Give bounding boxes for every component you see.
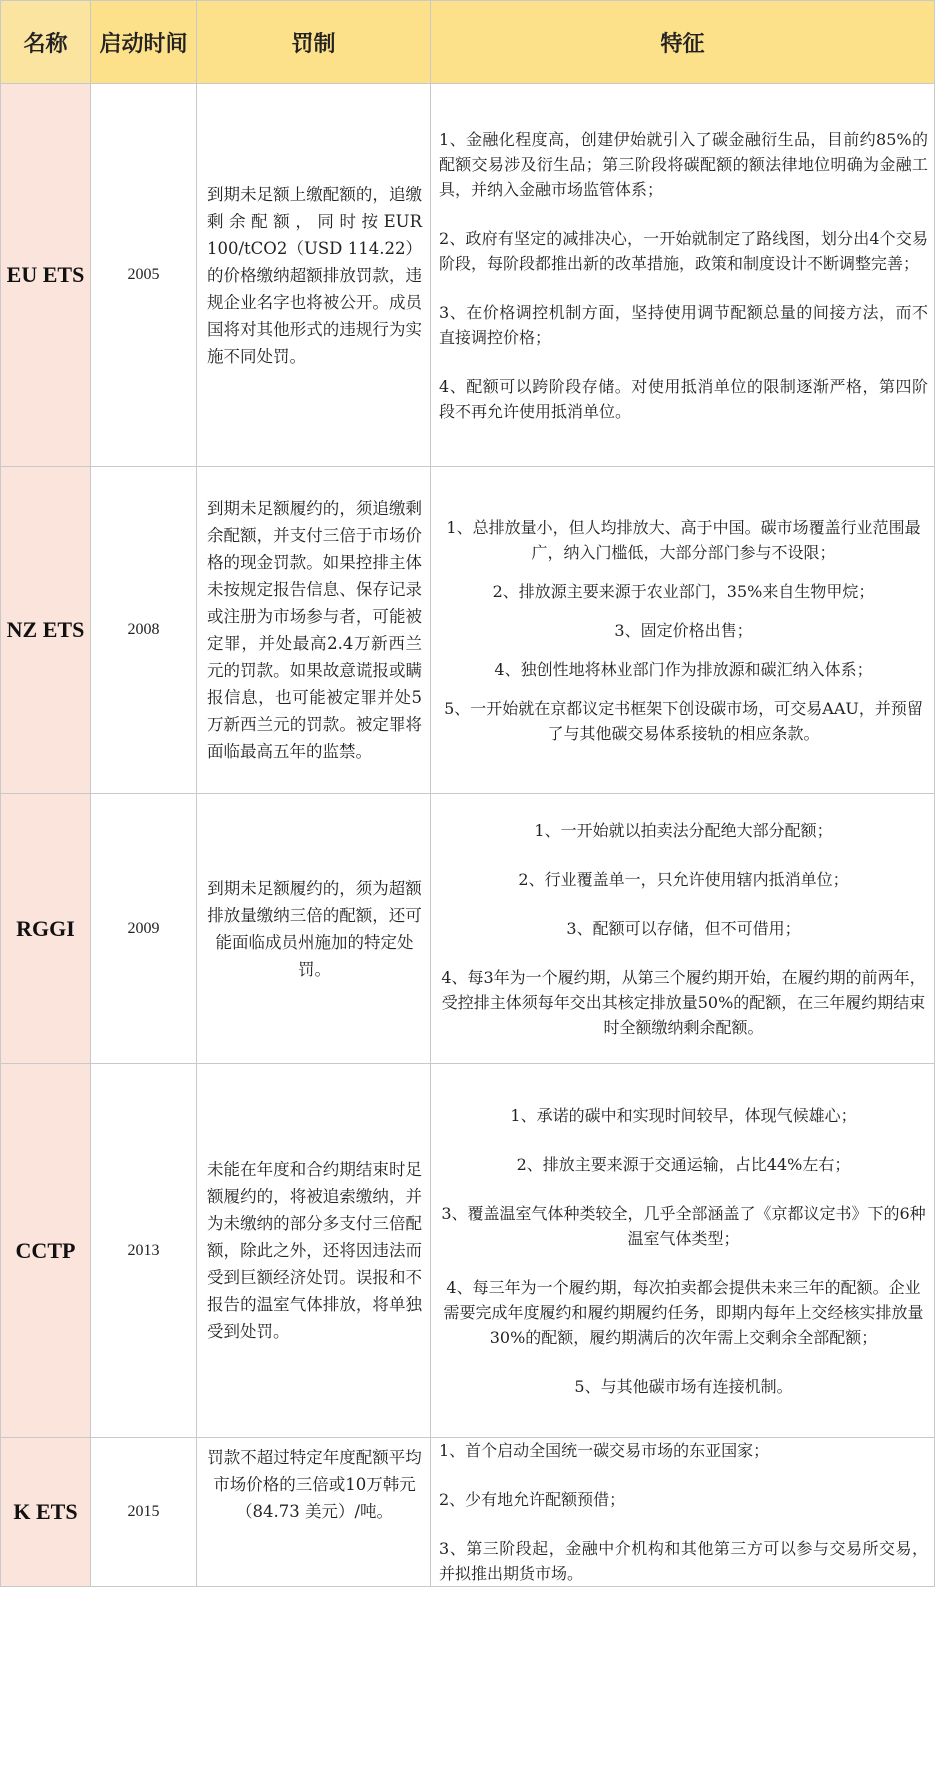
row-penalty: 罚款不超过特定年度配额平均市场价格的三倍或10万韩元（84.73 美元）/吨。: [197, 1438, 431, 1587]
feature-item: 3、配额可以存储，但不可借用；: [566, 918, 801, 938]
feature-item: 4、每3年为一个履约期，从第三个履约期开始，在履约期的前两年，受控排主体须每年交出其核定排放量50%的配额，在三年履约期结束时全额缴纳剩余配额。: [441, 967, 926, 1037]
feature-item: 3、第三阶段起，金融中介机构和其他第三方可以参与交易所交易，并拟推出期货市场。: [439, 1539, 928, 1583]
feature-item: 3、固定价格出售；: [614, 620, 753, 640]
row-name: RGGI: [1, 794, 91, 1064]
row-features: [431, 1438, 935, 1587]
header-features: 特征: [431, 1, 935, 84]
header-start-time: 启动时间: [91, 1, 197, 84]
feature-item: 4、每三年为一个履约期，每次拍卖都会提供未来三年的配额。企业需要完成年度履约和履约期履约任务，即期内每年上交经核实排放量30%的配额，履约期满后的次年需上交剩余全部配额；: [443, 1277, 924, 1347]
feature-item: 1、一开始就以拍卖法分配绝大部分配额；: [534, 820, 833, 840]
row-penalty: 未能在年度和合约期结束时足额履约的，将被追索缴纳，并为未缴纳的部分多支付三倍配额，除此之外，还将因违法而受到巨额经济处罚。误报和不报告的温室气体排放，将单独受到处罚。: [197, 1064, 431, 1438]
feature-item: 2、排放源主要来源于农业部门，35%来自生物甲烷；: [492, 581, 875, 601]
feature-item: 3、覆盖温室气体种类较全，几乎全部涵盖了《京都议定书》下的6种温室气体类型；: [441, 1203, 926, 1248]
feature-item: 2、排放主要来源于交通运输，占比44%左右；: [516, 1154, 851, 1174]
row-features: [431, 1064, 935, 1438]
row-year: 2013: [91, 1064, 197, 1438]
row-penalty: 到期未足额履约的，须为超额排放量缴纳三倍的配额，还可能面临成员州施加的特定处罚。: [197, 794, 431, 1064]
header-row: [1, 1, 935, 84]
table-row: [1, 84, 935, 467]
row-year: 2008: [91, 467, 197, 794]
row-year: 2015: [91, 1438, 197, 1587]
row-penalty: 到期未足额履约的，须追缴剩余配额，并支付三倍于市场价格的现金罚款。如果控排主体未按规定报告信息、保存记录或注册为市场参与者，可能被定罪，并处最高2.4万新西兰元的罚款。如果故意谎报或瞒报信息，也可能被定罪并处5万新西兰元的罚款。被定罪将面临最高五年的监禁。: [197, 467, 431, 794]
feature-item: 2、行业覆盖单一，只允许使用辖内抵消单位；: [518, 869, 849, 889]
header-name: 名称: [1, 1, 91, 84]
feature-item: 2、政府有坚定的减排决心，一开始就制定了路线图，划分出4个交易阶段，每阶段都推出新的改革措施，政策和制度设计不断调整完善；: [439, 228, 928, 273]
table-row: [1, 467, 935, 794]
feature-item: 4、配额可以跨阶段存储。对使用抵消单位的限制逐渐严格，第四阶段不再允许使用抵消单位。: [439, 376, 928, 421]
feature-item: 1、金融化程度高，创建伊始就引入了碳金融衍生品，目前约85%的配额交易涉及衍生品；第三阶段将碳配额的额法律地位明确为金融工具，并纳入金融市场监管体系；: [439, 129, 928, 199]
row-year: 2005: [91, 84, 197, 467]
feature-item: 1、总排放量小，但人均排放大、高于中国。碳市场覆盖行业范围最广，纳入门槛低，大部分部门参与不设限；: [446, 517, 921, 562]
feature-item: 3、在价格调控机制方面，坚持使用调节配额总量的间接方法，而不直接调控价格；: [439, 302, 928, 347]
feature-item: 1、首个启动全国统一碳交易市场的东亚国家；: [439, 1441, 770, 1460]
feature-item: 5、一开始就在京都议定书框架下创设碳市场，可交易AAU，并预留了与其他碳交易体系接轨的相应条款。: [444, 698, 923, 743]
feature-item: 1、承诺的碳中和实现时间较早，体现气候雄心；: [510, 1105, 857, 1125]
row-penalty: 到期未足额上缴配额的，追缴剩余配额，同时按EUR 100/tCO2（USD 114.22）的价格缴纳超额排放罚款，违规企业名字也将被公开。成员国将对其他形式的违规行为实施不同处罚。: [197, 84, 431, 467]
row-features: [431, 84, 935, 467]
row-name: NZ ETS: [1, 467, 91, 794]
feature-item: 2、少有地允许配额预借；: [439, 1490, 626, 1509]
row-name: EU ETS: [1, 84, 91, 467]
header-penalty: 罚制: [197, 1, 431, 84]
table-row: [1, 1438, 935, 1587]
table-row: [1, 794, 935, 1064]
row-features: [431, 467, 935, 794]
row-features: [431, 794, 935, 1064]
feature-item: 4、独创性地将林业部门作为排放源和碳汇纳入体系；: [494, 659, 873, 679]
feature-item: 5、与其他碳市场有连接机制。: [574, 1376, 793, 1396]
row-name: CCTP: [1, 1064, 91, 1438]
row-year: 2009: [91, 794, 197, 1064]
row-name: K ETS: [1, 1438, 91, 1587]
table-row: [1, 1064, 935, 1438]
